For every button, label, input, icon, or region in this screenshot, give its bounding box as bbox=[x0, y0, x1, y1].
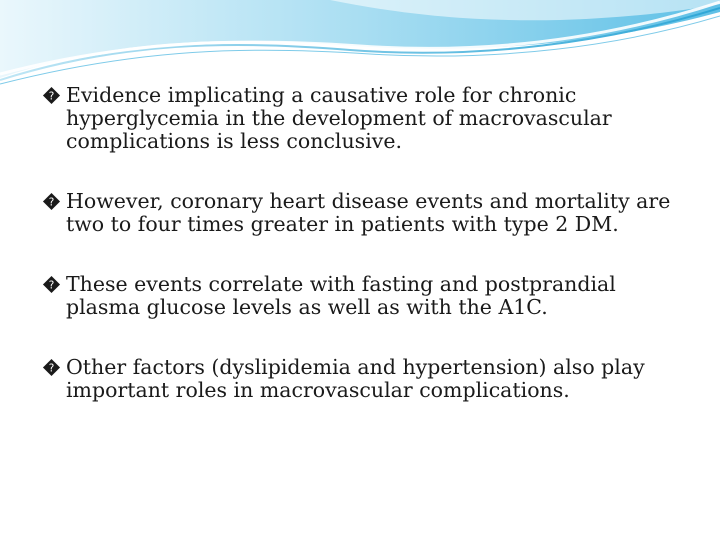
bullet-text: These events correlate with fasting and postprandial plasma glucose levels as well as with the A1C. bbox=[66, 272, 616, 319]
bullet-item bbox=[42, 356, 692, 402]
bullet-item bbox=[42, 190, 692, 236]
bullet-item bbox=[42, 273, 692, 319]
svg-text:?: ? bbox=[48, 362, 55, 375]
replacement-glyph-icon bbox=[42, 275, 61, 294]
svg-text:?: ? bbox=[48, 90, 55, 103]
bullet-item bbox=[42, 84, 692, 153]
bullet-text: Other factors (dyslipidemia and hypertension) also play important roles in macrovascular complications. bbox=[66, 355, 645, 402]
svg-text:?: ? bbox=[48, 279, 55, 292]
bullet-text: Evidence implicating a causative role for chronic hyperglycemia in the development of macrovascular complications is less conclusive. bbox=[66, 83, 612, 153]
replacement-glyph-icon bbox=[42, 192, 61, 211]
replacement-glyph-icon bbox=[42, 86, 61, 105]
bullet-list bbox=[42, 84, 692, 439]
header-wave-decoration bbox=[0, 0, 720, 90]
svg-text:?: ? bbox=[48, 196, 55, 209]
bullet-text: However, coronary heart disease events and mortality are two to four times greater in patients with type 2 DM. bbox=[66, 189, 671, 236]
replacement-glyph-icon bbox=[42, 358, 61, 377]
